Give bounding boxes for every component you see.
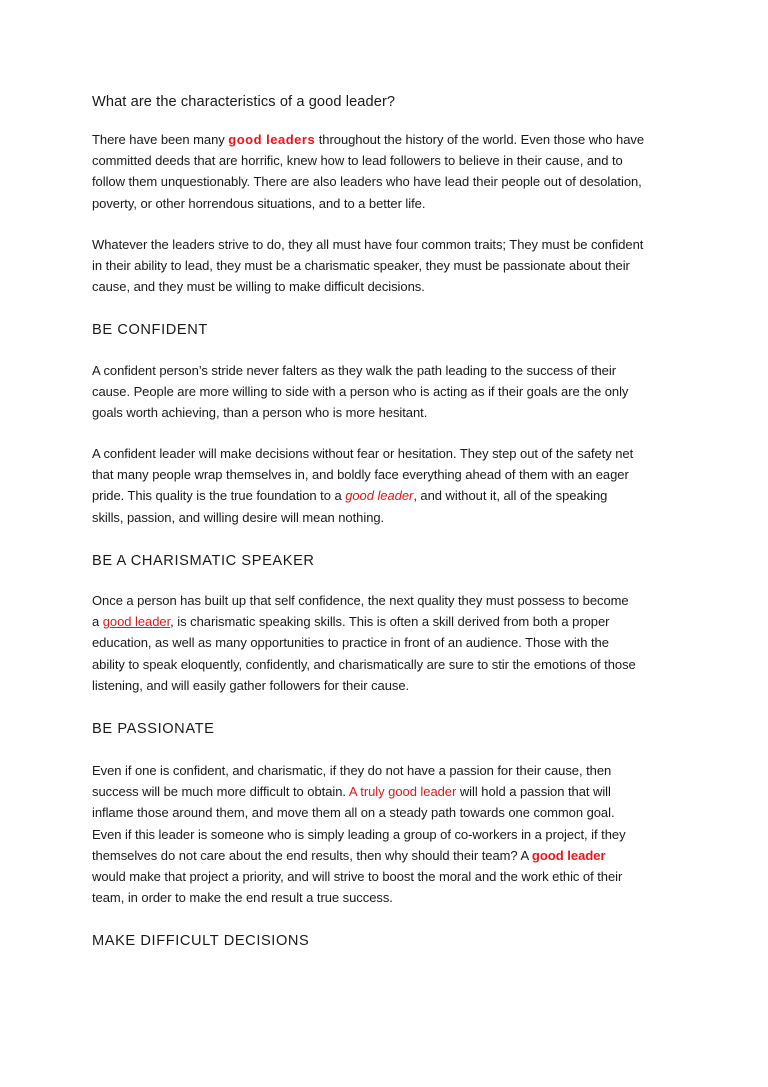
- confident-paragraph-1: A confident person’s stride never falters as they walk the path leading to the success of their cause. People are more willing to side with a person who is acting as if their goals are the only goals worth achieving, than a person who is more hesitant.: [92, 363, 629, 421]
- charismatic-paragraph: Once a person has built up that self confidence, the next quality they must possess to become a good leader, is charismatic speaking skills. This is often a skill derived from both a proper education, as well as many opportunities to practice in front of an audience. Those with the ability to speak eloquently, confidently, and charismatically are sure to stir the emotions of those listening, and will easily gather followers for their cause.: [92, 593, 636, 693]
- good-leader-link[interactable]: good leader: [345, 488, 414, 504]
- section-heading-be-confident: BE CONFIDENT: [92, 322, 208, 338]
- page-title: What are the characteristics of a good leader?: [92, 94, 396, 110]
- confident-paragraph-2: A confident leader will make decisions without fear or hesitation. They step out of the safety net that many people wrap themselves in, and boldly face everything ahead of them with an eager pride. This quality is the true foundation to a good leader, and without it, all of the speaking skills, passion, and willing desire will mean nothing.: [92, 446, 634, 525]
- intro-paragraph-1: There have been many good leaders throughout the history of the world. Even those who have committed deeds that are horrific, knew how to lead followers to believe in their cause, and to follow them unquestionably. There are also leaders who have lead their people out of desolation, poverty, or other horrendous situations, and to a better life.: [92, 132, 645, 211]
- good-leader-link[interactable]: good leader: [102, 614, 171, 630]
- intro-paragraph-2: Whatever the leaders strive to do, they all must have four common traits; They must be confident in their ability to lead, they must be a charismatic speaker, they must be passionate about their cause, and they must be willing to make difficult decisions.: [92, 237, 644, 295]
- truly-good-leader-link[interactable]: A truly good leader: [348, 784, 457, 800]
- section-heading-difficult-decisions: MAKE DIFFICULT DECISIONS: [92, 933, 310, 949]
- passionate-paragraph: Even if one is confident, and charismatic, if they do not have a passion for their cause, then success will be much more difficult to obtain. A truly good leader will hold a passion that will inflame those around them, and move them all on a steady path towards one common goal. Even if this leader is someone who is simply leading a group of co-workers in a project, if they themselves do not care about the end results, then why should their team? A good leader would make that project a priority, and will strive to boost the moral and the work ethic of their team, in order to make the end result a true success.: [92, 763, 626, 906]
- section-heading-be-passionate: BE PASSIONATE: [92, 721, 215, 737]
- good-leaders-link[interactable]: good leaders: [228, 132, 316, 147]
- good-leader-link[interactable]: good leader: [531, 847, 606, 863]
- section-heading-charismatic-speaker: BE A CHARISMATIC SPEAKER: [92, 553, 315, 569]
